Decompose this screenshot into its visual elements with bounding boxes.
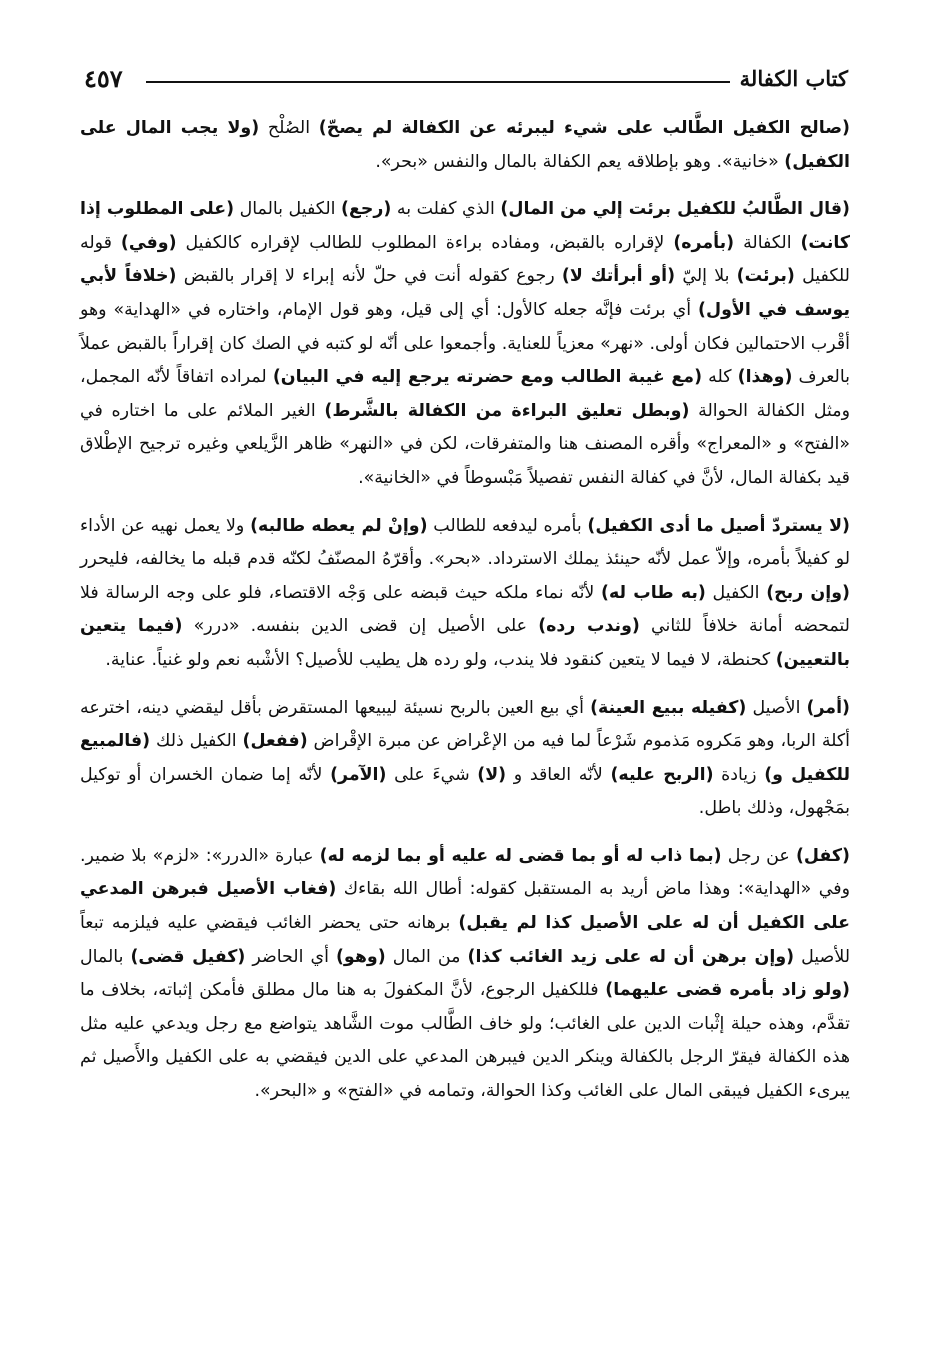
page-header [84,66,848,96]
header-rule [146,81,730,83]
paragraph-1: (صالح الكفيل الطَّالب على شيء ليبرئه عن الكفالة لم يصحّ) الصُلْح (ولا يجب المال على الكفيل) «خانية». وهو بإطلاقه يعم الكفالة بالمال والنفس «بحر». [80,118,851,172]
paragraph-2: (قال الطَّالبُ للكفيل برئت إلي من المال) الذي كفلت به (رجع) الكفيل بالمال (على المطلوب إذا كانت) الكفالة (بأمره) لإقراره بالقبض، ومفاده براءة المطلوب للطالب لإقراره كالكفيل (وفي) قوله للكفيل (برئت) بلا إليّ (أو أبرأتك لا) رجوع كقوله أنت في حلّ لأنه إبراء لا إقرار بالقبض (خلافاً لأبي يوسف في الأول) أي برئت فإنَّه جعله كالأول: أي إلى قيل، وهو قول الإمام، واختاره في «الهداية» وهو أقْرب الاحتمالين فكان أولى. «نهر» معزياً للعناية. وأجمعوا على أنّه لو كتبه في الصك كان إقراراً بالقبض عملاً بالعرف (وهذا) كله (مع غيبة الطالب ومع حضرته يرجع إليه في البيان) لمراده اتفاقاً لأنّه المجمل، ومثل الكفالة الحوالة (وبطل تعليق البراءة من الكفالة بالشَّرط) الغير الملائم على ما اختاره في «الفتح» و «المعراج» وأقره المصنف هنا والمتفرقات، لكن في «النهر» ظاهر الزَّيلعي وغيره ترجيح الإطْلاق قيد بكفالة المال، لأنَّ في كفالة النفس تفصيلاً مَبْسوطاً في «الخانية». [80,199,851,488]
paragraph-4: (أمر) الأصيل (كفيله ببيع العينة) أي بيع العين بالربح نسيئة ليبيعها المستقرض بأقل ليقضي دينه، اخترعه أكلة الربا، وهو مَكروه مَذموم شَرْعاً لما فيه من الإعْراض عن مبرة الإقْراض (ففعل) الكفيل ذلك (فالمبيع للكفيل و) زيادة (الربح عليه) لأنّه العاقد و (لا) شيءَ على (الآمر) لأنّه إما ضمان الخسران أو توكيل بمَجْهول، وذلك باطل. [80,697,851,819]
page-number: ٤٥٧ [84,64,123,93]
page-body [80,112,850,1123]
paragraph-5: (كفل) عن رجل (بما ذاب له أو بما قضى له عليه أو بما لزمه له) عبارة «الدرر»: «لزم» بلا ضمير. وفي «الهداية»: وهذا ماض أريد به المستقبل كقوله: أطال الله بقاءك (فغاب الأصيل فبرهن المدعي على الكفيل أن له على الأصيل كذا لم يقبل) برهانه حتى يحضر الغائب فيقضي عليه فيلزمه تبعاً للأصيل (وإن برهن أن له على زيد الغائب كذا) من المال (وهو) أي الحاضر (كفيل قضى) بالمال (ولو زاد بأمره قضى عليهما) فللكفيل الرجوع، لأنَّ المكفولَ به هنا مال مطلق فأمكن إثباته، بخلاف ما تقدَّم، وهذه حيلة إثْبات الدين على الغائب؛ ولو خاف الطَّالب موت الشَّاهد يتواضع مع رجل ويدعي عليه مثل هذه الكفالة فيقرّ الرجل بالكفالة وينكر الدين فيبرهن المدعي على الدين فيقضي به على الكفيل والأَصيل ثم يبرىء الكفيل فيبقى المال على الغائب وكذا الحوالة، وتمامه في «الفتح» و «البحر». [80,845,850,1102]
book-title: كتاب الكفالة [739,66,848,91]
paragraph-3: (لا يستردّ أصيل ما أدى الكفيل) بأمره ليدفعه للطالب (وإنْ لم يعطه طالبه) ولا يعمل نهيه عن الأداء لو كفيلاً بأمره، وإلاّ عمل لأنّه حينئذ يملك الاسترداد. «بحر». وأقرّهُ المصنّفُ لكنّه قدم قبله ما يخالفه، فليحرر (وإن ربح) الكفيل (به طاب له) لأنّه نماء ملكه حيث قبضه على وَجْه الاقتصاء، فلو على وجه الرسالة فلا لتمحضه أمانة خلافاً للثاني (وندب رده) على الأصيل إن قضى الدين بنفسه. «درر» (فيما يتعين بالتعيين) كحنطة، لا فيما لا يتعين كنقود فلا يندب، ولو رده هل يطيب للأصيل؟ الأشْبه نعم ولو غنياً. عناية. [80,515,850,670]
